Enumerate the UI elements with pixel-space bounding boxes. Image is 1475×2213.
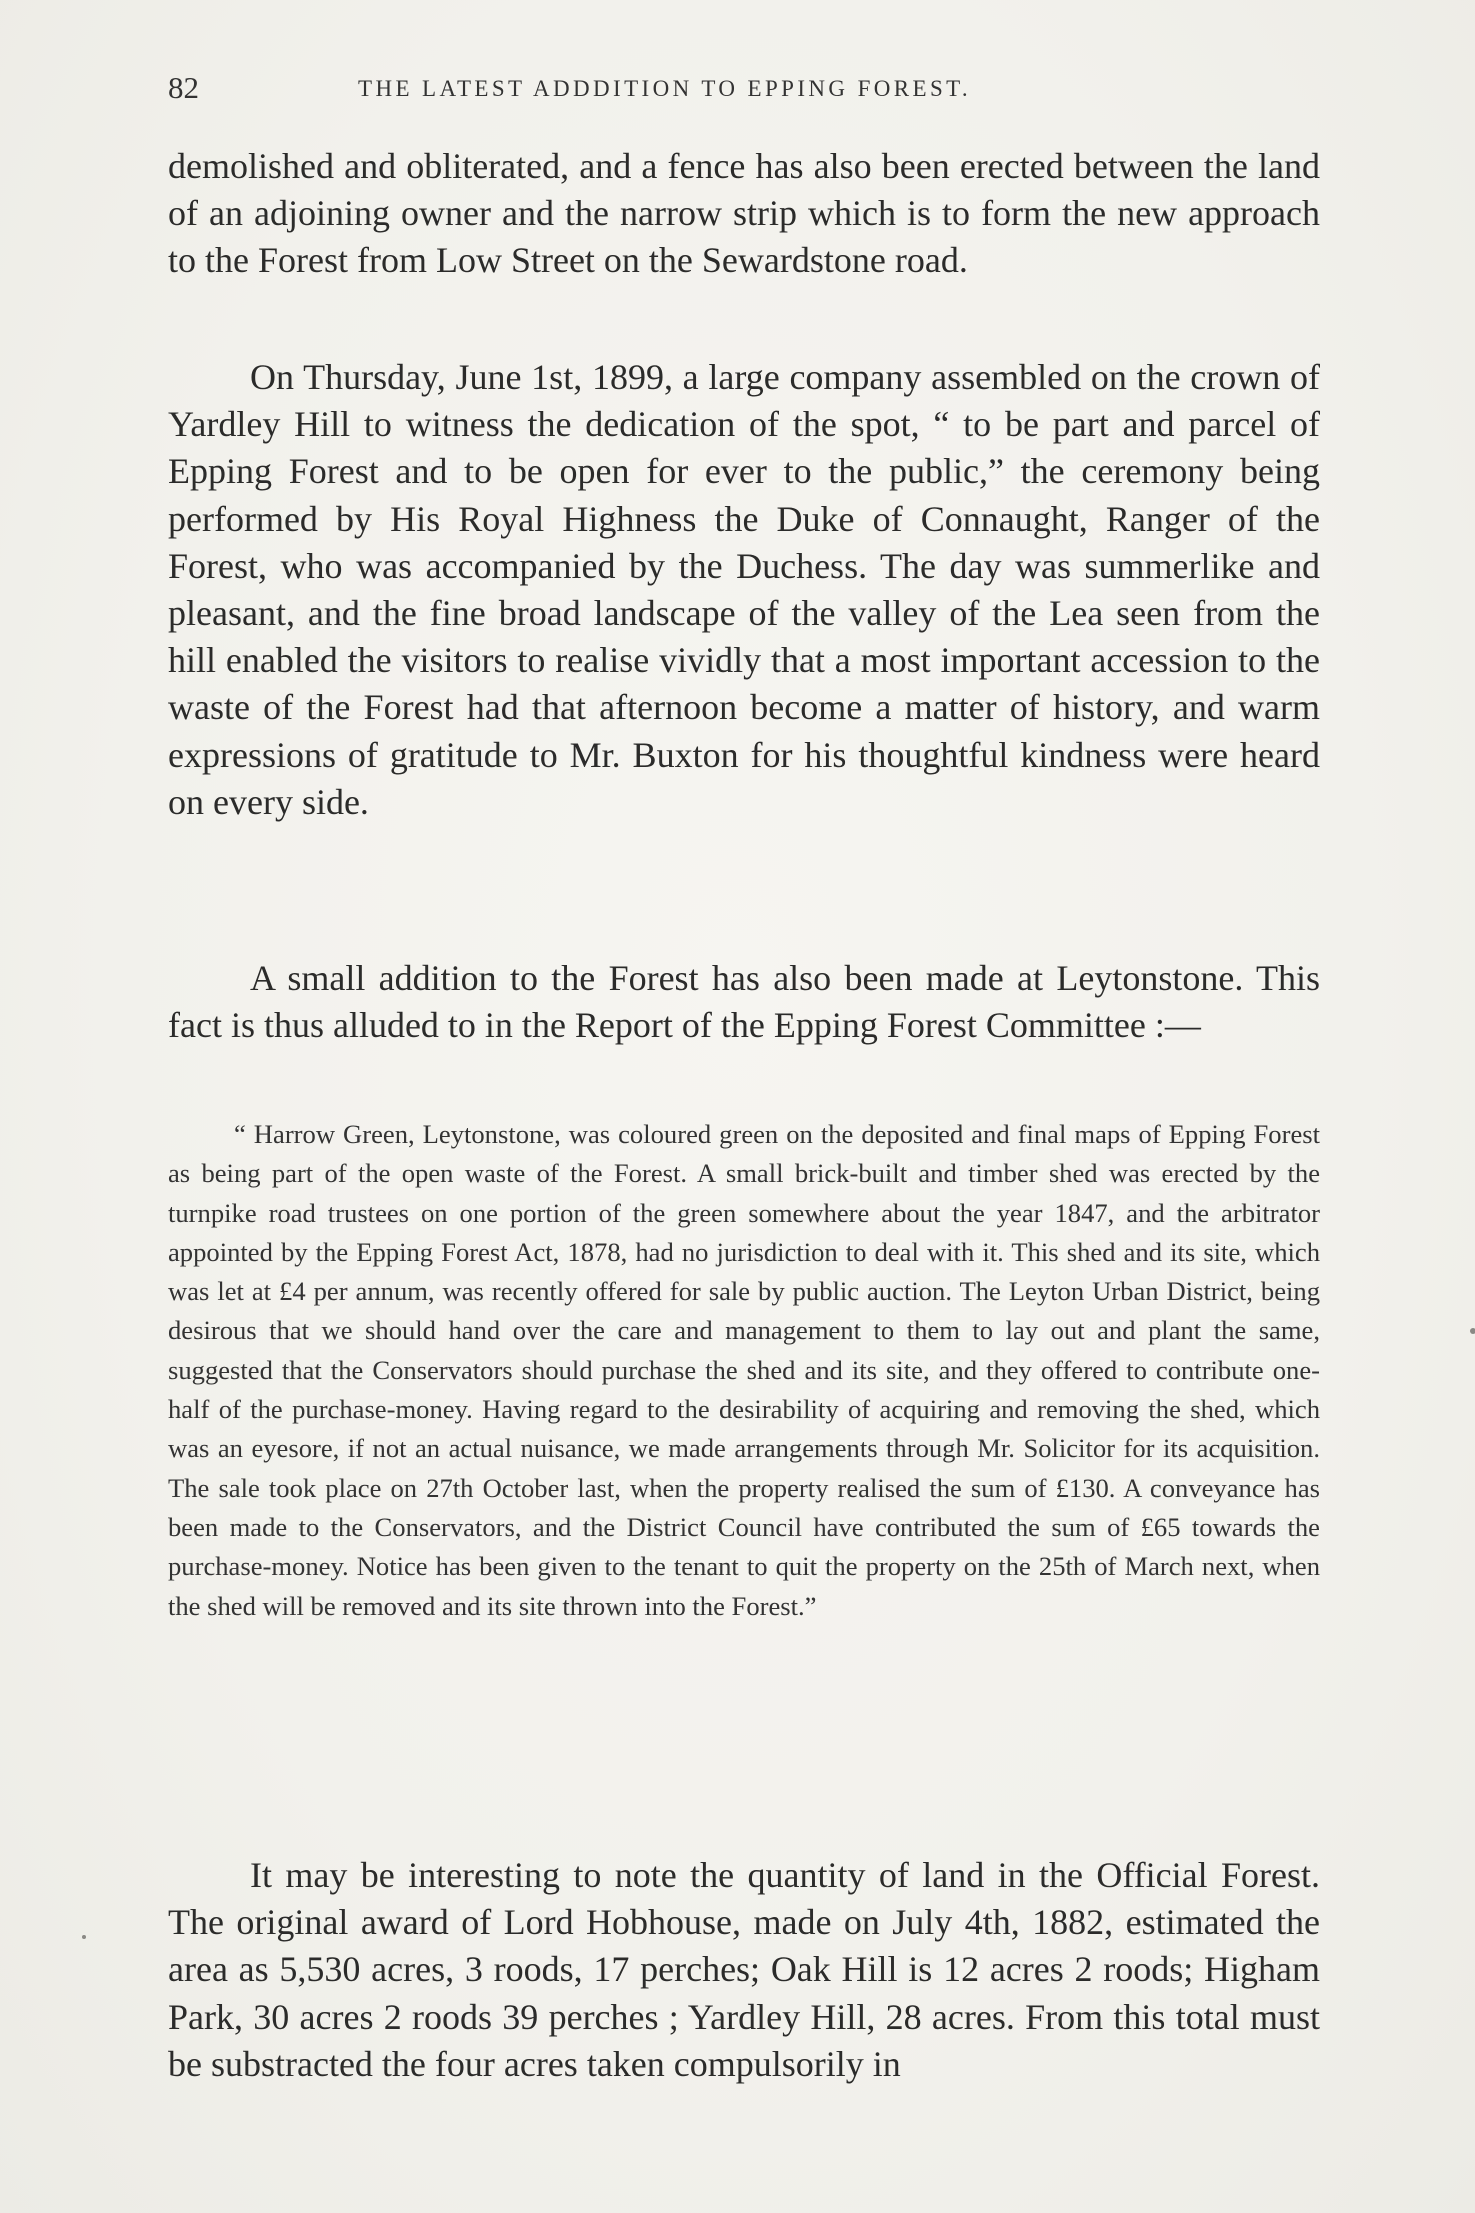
paper-speck <box>1470 1328 1475 1334</box>
paragraph-text: On Thursday, June 1st, 1899, a large company assembled on the crown of Yardley Hill to witness the dedication of the spot, “ to be part and parcel of Epping Forest and to be open for ever to the public,” the ceremony being performed by His Royal Highness the Duke of Connaught, Ranger of the Forest, who was accompanied by the Duchess. The day was summerlike and pleasant, and the fine broad landscape of the valley of the Lea seen from the hill enabled the visitors to realise vividly that a most important accession to the waste of the Forest had that afternoon become a matter of history, and warm expressions of gratitude to Mr. Buxton for his thoughtful kindness were heard on every side. <box>168 357 1320 822</box>
paragraph-text: It may be interesting to note the quantity of land in the Official Forest. The original award of Lord Hobhouse, made on July 4th, 1882, estimated the area as 5,530 acres, 3 roods, 17 perches; Oak Hill is 12 acres 2 roods; Higham Park, 30 acres 2 roods 39 perches ; Yardley Hill, 28 acres. From this total must be substracted the four acres taken compulsorily in <box>168 1855 1320 2084</box>
paragraph-text: demolished and obliterated, and a fence has also been erected between the land of an adjoining owner and the narrow strip which is to form the new approach to the Forest from Low Street on the Sewardstone road. <box>168 146 1320 281</box>
body-paragraph-1 <box>168 143 1320 285</box>
quotation-text: “ Harrow Green, Leytonstone, was coloured green on the deposited and final maps of Epping Forest as being part of the open waste of the Forest. A small brick-built and timber shed was erected by the turnpike road trustees on one portion of the green somewhere about the year 1847, and the arbitrator appointed by the Epping Forest Act, 1878, had no jurisdiction to deal with it. This shed and its site, which was let at £4 per annum, was recently offered for sale by public auction. The Leyton Urban District, being desirous that we should hand over the care and management to them to lay out and plant the same, suggested that the Conservators should purchase the shed and its site, and they offered to contribute one-half of the purchase-money. Having regard to the desirability of acquiring and removing the shed, which was an eyesore, if not an actual nuisance, we made arrangements through Mr. Solicitor for its acquisition. The sale took place on 27th October last, when the property realised the sum of £130. A conveyance has been made to the Conservators, and the District Council have contributed the sum of £65 towards the purchase-money. Notice has been given to the tenant to quit the property on the 25th of March next, when the shed will be removed and its site thrown into the Forest.” <box>168 1119 1320 1621</box>
paragraph-text: A small addition to the Forest has also been made at Leytonstone. This fact is thus alluded to in the Report of the Epping Forest Committee :— <box>168 958 1320 1046</box>
body-paragraph-2 <box>168 354 1320 826</box>
body-paragraph-3 <box>168 955 1320 1049</box>
body-paragraph-4 <box>168 1852 1320 2088</box>
page-number: 82 <box>168 70 199 105</box>
running-title: THE LATEST ADDDITION TO EPPING FOREST. <box>358 76 972 101</box>
paper-speck <box>82 1935 86 1939</box>
block-quotation <box>168 1115 1320 1626</box>
page-header <box>168 70 1320 114</box>
